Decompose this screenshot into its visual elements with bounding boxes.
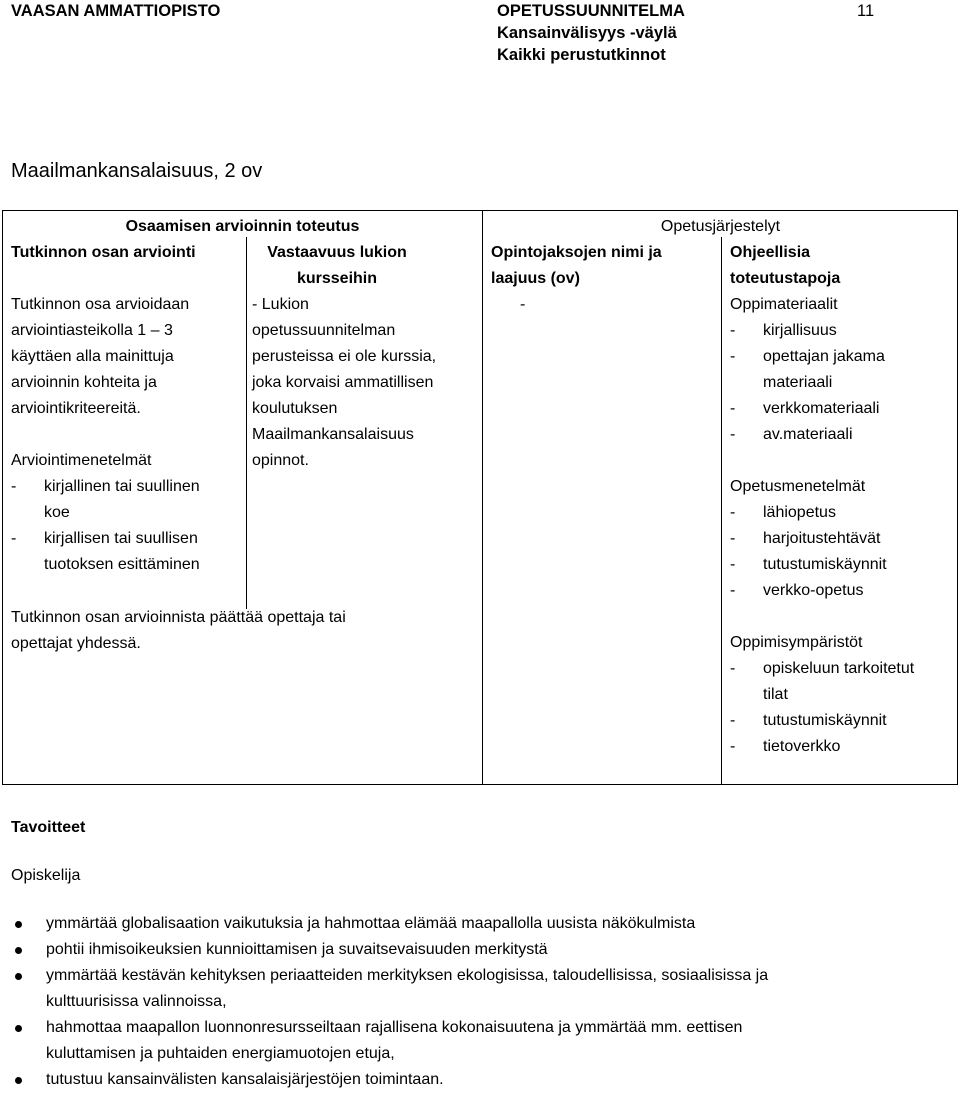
assessment-line: Tutkinnon osa arvioidaan [11,296,190,313]
course-title: Maailmankansalaisuus, 2 ov [11,160,263,182]
list-item-text: - tietoverkko [763,738,841,755]
column-header-methods-line1: Ohjeellisia [730,244,811,261]
column-header-methods-line2: toteutustapoja [730,270,841,287]
document-heading [497,0,685,66]
list-item-text: - kirjallinen tai suullinen [44,478,200,495]
column-header-methods [730,240,840,292]
assessment-line: arviointikriteereitä. [11,400,141,417]
assessment-line: arviointiasteikolla 1 – 3 [11,322,173,339]
goals-subject: Opiskelija [11,867,81,884]
list-item: - harjoitustehtävät [730,526,955,552]
column-header-correspondence [247,240,427,292]
group-header-assessment: Osaamisen arvioinnin toteutus [125,218,360,235]
table-divider-col4 [721,237,722,784]
list-item [11,474,243,526]
assessment-line: käyttäen alla mainittuja [11,348,174,365]
assessment-methods-list [11,474,243,578]
list-item [730,656,955,708]
list-item-text: koe [44,504,70,521]
organization-name: VAASAN AMMATTIOPISTO [11,2,221,20]
list-item [730,708,955,734]
list-item: - verkko-opetus [730,578,955,604]
document-path: Kansainvälisyys -väylä [497,24,677,42]
assessment-methods-title: Arviointimenetelmät [11,452,152,469]
correspondence-line: perusteissa ei ole kurssia, [252,348,437,365]
group-header-arrangements: Opetusjärjestelyt [660,218,781,235]
list-item [11,1067,951,1093]
table-divider-main [482,211,483,784]
module-value: - [520,296,526,313]
materials-title: Oppimateriaalit [730,296,838,313]
list-item-text: - tutustumiskäynnit [763,712,887,729]
column-header-modules [491,240,662,292]
list-item [11,1015,951,1067]
assessment-table [2,210,958,785]
list-item [11,963,951,1015]
assessment-footer-line1: Tutkinnon osan arvioinnista päättää opettaja tai [11,609,346,626]
correspondence-line: opinnot. [252,452,309,469]
list-item-text: pohtii ihmisoikeuksien kunnioittamisen ja suvaitsevaisuuden merkitystä [46,941,548,958]
implementation-methods [730,292,955,760]
list-item [730,318,955,344]
list-item-text: kuluttamisen ja puhtaiden energiamuotojen etuja, [46,1045,395,1062]
list-item [11,911,951,937]
list-item [11,937,951,963]
learning-environments-title: Oppimisympäristöt [730,634,863,651]
goals-section [11,815,951,1093]
teaching-methods-list [730,500,955,604]
list-item-text: tuotoksen esittäminen [44,556,200,573]
page-header [0,0,960,70]
goals-list [11,911,951,1093]
teaching-methods-title: Opetusmenetelmät [730,478,866,495]
correspondence-line: koulutuksen [252,400,338,417]
list-item: - lähiopetus [730,500,955,526]
list-item-text: tilat [763,686,788,703]
list-item-text: - kirjallisuus [763,322,837,339]
list-item-text: - verkkomateriaali [763,400,880,417]
list-item [11,526,243,578]
list-item [730,396,955,422]
list-item: - tutustumiskäynnit [730,552,955,578]
list-item-text: hahmottaa maapallon luonnonresursseiltaan rajallisena kokonaisuutena ja ymmärtää mm. eettisen [46,1019,743,1036]
assessment-description [11,292,243,578]
document-scope: Kaikki perustutkinnot [497,46,666,64]
correspondence-line: opetussuunnitelman [252,322,396,339]
list-item-text: - opiskeluun tarkoitetut [763,660,915,677]
list-item-text: - opettajan jakama [763,348,885,365]
list-item-text: ymmärtää kestävän kehityksen periaatteiden merkityksen ekologisissa, taloudellisissa, sosiaalisissa ja [46,967,769,984]
learning-environments-list [730,656,955,760]
assessment-line: arvioinnin kohteita ja [11,374,157,391]
column-header-correspondence-line1: Vastaavuus lukion [267,244,407,261]
list-item [730,422,955,448]
goals-title: Tavoitteet [11,819,86,836]
list-item [730,734,955,760]
table-divider-col2 [246,237,247,609]
correspondence-description [252,292,478,474]
column-header-correspondence-line2: kursseihin [296,270,378,287]
assessment-footer [11,605,476,657]
column-header-assessment: Tutkinnon osan arviointi [11,244,196,261]
list-item-text: tutustuu kansainvälisten kansalaisjärjestöjen toimintaan. [46,1071,444,1088]
list-item-text: - kirjallisen tai suullisen [44,530,198,547]
correspondence-line: joka korvaisi ammatillisen [252,374,434,391]
list-item-text: ymmärtää globalisaation vaikutuksia ja hahmottaa elämää maapallolla uusista näkökulmista [46,915,696,932]
assessment-footer-line2: opettajat yhdessä. [11,635,141,652]
column-header-modules-line1: Opintojaksojen nimi ja [491,244,662,261]
column-header-modules-line2: laajuus (ov) [491,270,580,287]
list-item [730,344,955,396]
list-item-text: - av.materiaali [763,426,853,443]
materials-list [730,318,955,448]
page-number: 11 [857,2,875,20]
list-item-text: materiaali [763,374,833,391]
list-item-text: kulttuurisissa valinnoissa, [46,993,227,1010]
document-type: OPETUSSUUNNITELMA [497,2,685,20]
correspondence-line: Maailmankansalaisuus [252,426,414,443]
correspondence-line: - Lukion [252,296,309,313]
